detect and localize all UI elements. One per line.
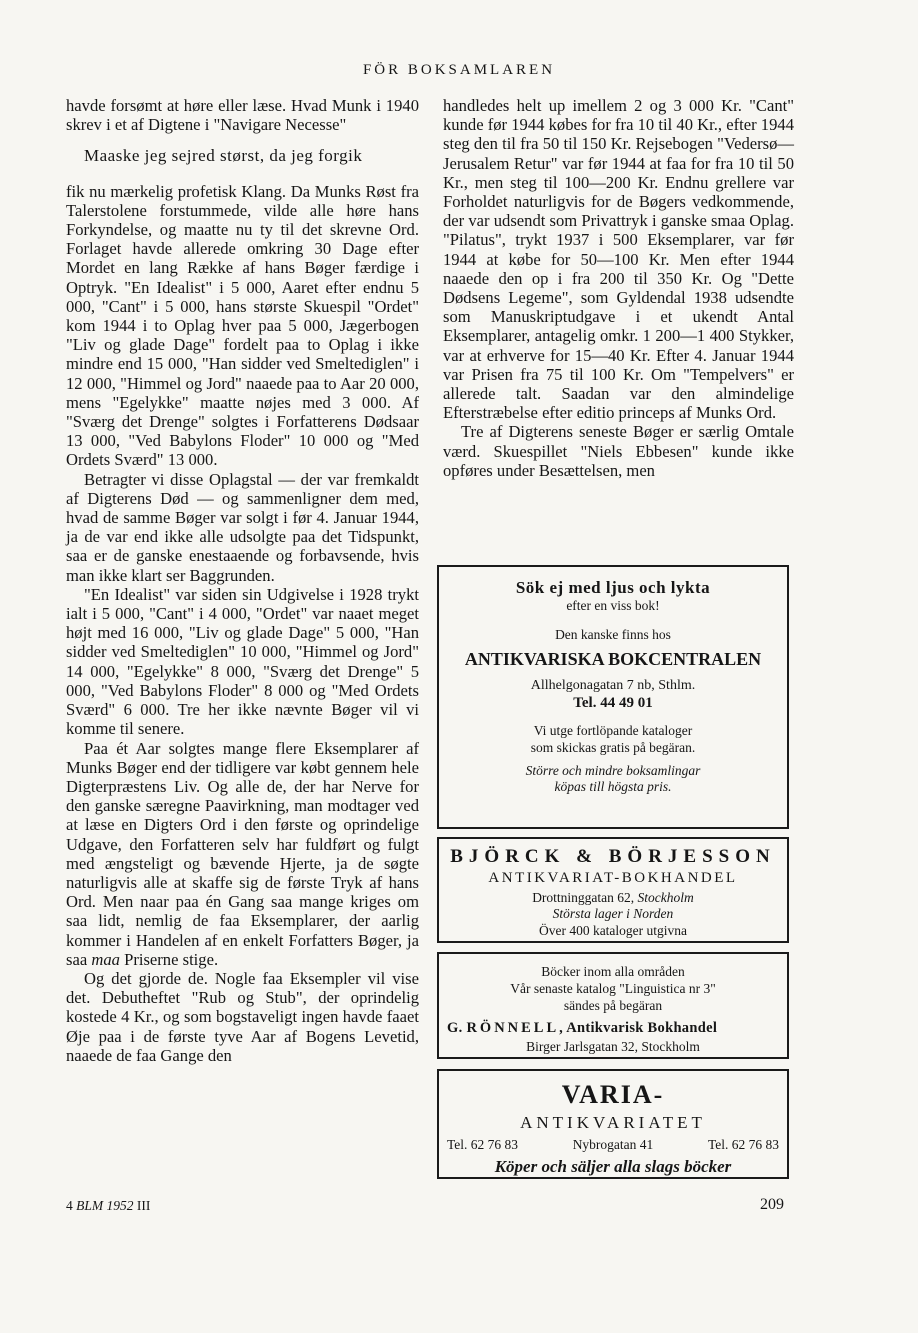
ad-title: VARIA- xyxy=(561,1080,665,1109)
verse-quote: Maaske jeg sejred størst, da jeg forgik xyxy=(84,146,363,166)
ad-telephone: Tel. 44 49 01 xyxy=(573,695,653,711)
right-column xyxy=(443,96,794,480)
paragraph: Og det gjorde de. Nogle faa Eksempler vil vise det. Debutheftet "Rub og Stub", der oprindelig kostede 4 Kr., og som bogstaveligt ingen havde faaet Øje paa i de første tyve Aar af Bogens Levetid, naaede de faa Gange den xyxy=(66,968,419,1065)
ad-company-name: BJÖRCK & BÖRJESSON xyxy=(450,846,776,867)
ad-line: Vi utge fortlöpande kataloger xyxy=(533,722,693,738)
ad-address: Allhelgonagatan 7 nb, Sthlm. xyxy=(530,677,696,693)
ad-address: Nybrogatan 41 xyxy=(572,1136,654,1152)
paragraph: Paa ét Aar solgtes mange flere Eksemplarer af Munks Bøger end der tidligere var købt gennem hele Digterpræstens Liv. Og alle de, der har Nerve for den ganske særegne Paavirkning, man modtager ved at læse en Digters Ord i den første og oprindelige Udgave, den Forfatteren selv har fuldført og fulgt med ængsteligt og bævende Hjerte, ja de søgte naturligvis alle at skaffe sig de første Tryk af hans Ord. Men naar paa én Gang saa mange kriges om saa lidt, nemlig de faa Eksemplarer, der aarlig kommer i Handelen af en enkelt Forfatters Bøger, ja saa maa Priserne stige. xyxy=(66,738,419,969)
ad-telephone: Tel. 62 76 83 xyxy=(707,1136,779,1152)
paragraph: havde forsømt at høre eller læse. Hvad Munk i 1940 skrev i et af Digtene i "Navigare Necesse" xyxy=(66,96,419,135)
paragraph: fik nu mærkelig profetisk Klang. Da Munks Røst fra Talerstolene forstummede, vilde alle høre hans Forkyndelse, og maatte nu ty til det skrevne Ord. Forlaget havde allerede omkring 30 Dage efter Mordet en lang Række af hans Bøger færdige i Optryk. "En Idealist" i 5 000, Aaret efter endnu 5 000, "Cant" i 5 000, hans største Skuespil "Ordet" kom 1944 i to Oplag hver paa 5 000, Jægerbogen "Liv og glade Dage" fordelt paa to Oplag i ikke mindre end 15 000, "Han sidder ved Smeltediglen" i 12 000, "Himmel og Jord" naaede paa to Aar 20 000, mens "Egelykke" maatte nøjes med 3 000. Af "Sværg det Drenge" solgtes i Forfatterens Dødsaar 13 000, "Ved Babylons Floder" 10 000 og "Med Ordets Sværd" 13 000. xyxy=(66,181,419,470)
ad-company-name: G. RÖNNELL, Antikvarisk Bokhandel xyxy=(447,1019,718,1036)
paragraph: handledes helt up imellem 2 og 3 000 Kr. "Cant" kunde før 1944 købes for fra 10 til 40 Kr., efter 1944 steg den til fra 50 til 150 Kr. Rejsebogen "Vedersø—Jerusalem Retur" var før 1944 at faa for fra 10 til 50 Kr., men steg til 100—200 Kr. Endnu grellere var Forholdet naturligvis for de Bøgers vedkommende, der var udsendt som Privattryk i ganske smaa Oplag. "Pilatus", trykt 1937 i 500 Eksemplarer, var før 1944 at købe for 50—100 Kr. Men efter 1944 naaede den op i fra 200 til 350 Kr. Og "Dette Dødsens Legeme", som Gyldendal 1938 udsendte som Manuskriptudgave i et ukendt Antal Eksemplarer, antagelig omkr. 1 200—1 400 Stykker, var at erhverve for 15—40 Kr. Efter 4. Januar 1944 var Prisen fra 75 til 100 Kr. Om "Tempelvers" er allerede talt. Saadan var den almindelige Efterstræbelse efter editio princeps af Munks Ord. xyxy=(443,96,794,423)
advertisement-bjorck-borjesson xyxy=(437,837,789,943)
ad-italic-line: köpas till högsta pris. xyxy=(554,779,672,795)
running-header: FÖR BOKSAMLAREN xyxy=(362,62,556,78)
ad-headline: Sök ej med ljus och lykta xyxy=(515,578,711,597)
ad-line: sändes på begäran xyxy=(563,997,663,1013)
ad-slogan: Köper och säljer alla slags böcker xyxy=(494,1156,732,1176)
paragraph: Betragter vi disse Oplagstal — der var fremkaldt af Digterens Død — og sammenligner dem med, hvad de samme Bøger var solgt i før 4. Januar 1944, ja de var end ikke alle udsolgte paa det Tidspunkt, saa er de ganske enestaaende og forbavsende, hvis man ikke klart ser Baggrunden. xyxy=(66,469,419,585)
ad-italic-line: Större och mindre boksamlingar xyxy=(525,762,701,778)
page-number: 209 xyxy=(760,1196,784,1213)
advertisement-bokcentralen xyxy=(437,565,789,829)
paragraph: "En Idealist" var siden sin Udgivelse i 1928 trykt ialt i 5 000, "Cant" i 4 000, "Ordet" var naaet meget højt med 16 000, "Liv og glade Dage" 5 000, "Han sidder ved Smeltediglen" 10 000, "Himmel og Jord" 14 000, "Egelykke" 8 000, "Sværg det Drenge" 5 000, "Ved Babylons Floder" 8 000 og "Med Ordets Sværd" 6 000. Tre her ikke nævnte Bøger vil vi komme til senere. xyxy=(66,584,419,739)
left-column xyxy=(66,96,419,1065)
ad-subtitle: ANTIKVARIATET xyxy=(520,1112,706,1132)
ad-address: Drottninggatan 62, Stockholm xyxy=(532,889,694,905)
paragraph: Tre af Digterens seneste Bøger er særlig Omtale værd. Skuespillet "Niels Ebbesen" kunde ikke opføres under Besættelsen, men xyxy=(443,422,794,480)
ad-telephone: Tel. 62 76 83 xyxy=(447,1136,519,1152)
ad-italic-line: Största lager i Norden xyxy=(552,906,674,922)
ad-line: Böcker inom alla områden xyxy=(541,964,685,979)
ad-line: Vår senaste katalog "Linguistica nr 3" xyxy=(510,980,716,996)
footer-signature: 4 BLM 1952 III xyxy=(66,1198,151,1213)
ad-lead: Den kanske finns hos xyxy=(555,627,671,643)
advertisement-ronnell xyxy=(437,952,789,1059)
ad-address: Birger Jarlsgatan 32, Stockholm xyxy=(526,1038,700,1054)
ad-line: Över 400 kataloger utgivna xyxy=(538,923,688,939)
ad-line: som skickas gratis på begäran. xyxy=(530,739,696,755)
ad-subline: efter en viss bok! xyxy=(566,598,660,614)
ad-contact-row xyxy=(439,1137,787,1154)
ad-subtitle: ANTIKVARIAT-BOKHANDEL xyxy=(488,869,738,886)
advertisement-varia xyxy=(437,1069,789,1179)
ad-company-name: ANTIKVARISKA BOKCENTRALEN xyxy=(464,649,762,669)
